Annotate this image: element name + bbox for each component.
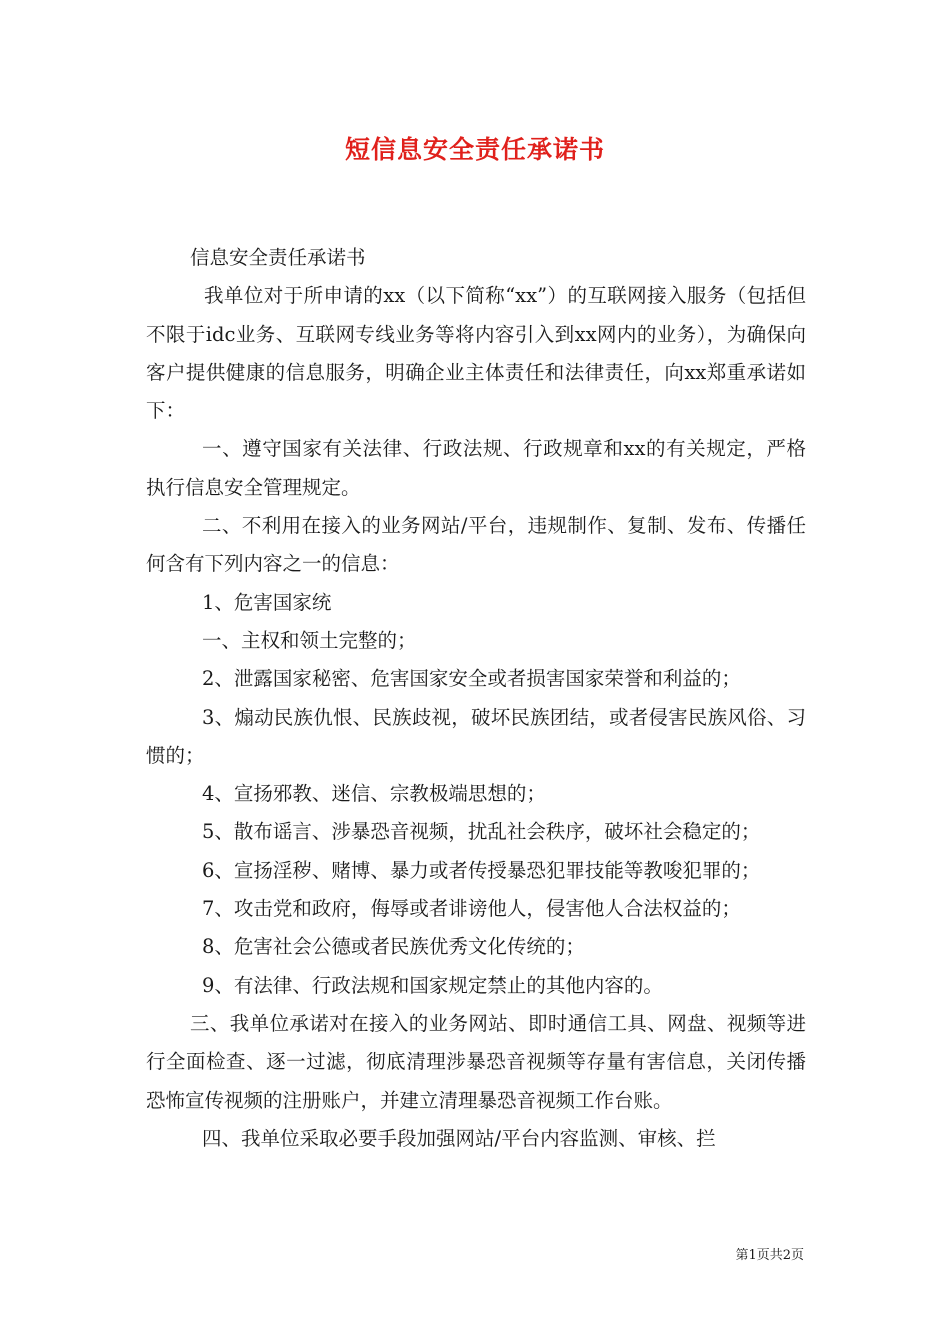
paragraph-clause-2: 二、不利用在接入的业务网站/平台，违规制作、复制、发布、传播任何含有下列内容之一的信息： [146, 514, 806, 576]
paragraph-intro: 我单位对于所申请的xx（以下简称“xx”）的互联网接入服务（包括但不限于idc业务、互联网专线业务等将内容引入到xx网内的业务），为确保向客户提供健康的信息服务，明确企业主体责任和法律责任，向xx郑重承诺如下： [146, 284, 806, 423]
paragraph-clause-1: 一、遵守国家有关法律、行政法规、行政规章和xx的有关规定，严格执行信息安全管理规定。 [146, 437, 806, 499]
list-item: 8、危害社会公德或者民族优秀文化传统的； [202, 935, 585, 959]
document-title: 短信息安全责任承诺书 [344, 135, 605, 164]
paragraph-clause-4: 四、我单位采取必要手段加强网站/平台内容监测、审核、拦 [202, 1126, 716, 1150]
list-item: 1、危害国家统 [202, 590, 332, 614]
page-number: 第1页共2页 [735, 1248, 804, 1263]
list-item: 3、煽动民族仇恨、民族歧视，破坏民族团结，或者侵害民族风俗、习惯的； [146, 705, 806, 767]
list-item: 4、宣扬邪教、迷信、宗教极端思想的； [202, 782, 546, 806]
document-body [146, 239, 806, 1158]
list-item: 7、攻击党和政府，侮辱或者诽谤他人，侵害他人合法权益的； [202, 897, 741, 921]
list-item: 2、泄露国家秘密、危害国家安全或者损害国家荣誉和利益的； [202, 667, 741, 691]
paragraph-clause-3: 三、我单位承诺对在接入的业务网站、即时通信工具、网盘、视频等进行全面检查、逐一过滤，彻底清理涉暴恐音视频等存量有害信息，关闭传播恐怖宣传视频的注册账户，并建立清理暴恐音视频工作台账。 [146, 1011, 806, 1112]
list-item: 一、主权和领土完整的； [202, 628, 417, 652]
paragraph-subtitle: 信息安全责任承诺书 [190, 246, 366, 269]
list-item: 9、有法律、行政法规和国家规定禁止的其他内容的。 [202, 973, 663, 997]
list-item: 6、宣扬淫秽、赌博、暴力或者传授暴恐犯罪技能等教唆犯罪的； [202, 858, 761, 882]
list-item: 5、散布谣言、涉暴恐音视频，扰乱社会秩序，破坏社会稳定的； [202, 820, 761, 844]
